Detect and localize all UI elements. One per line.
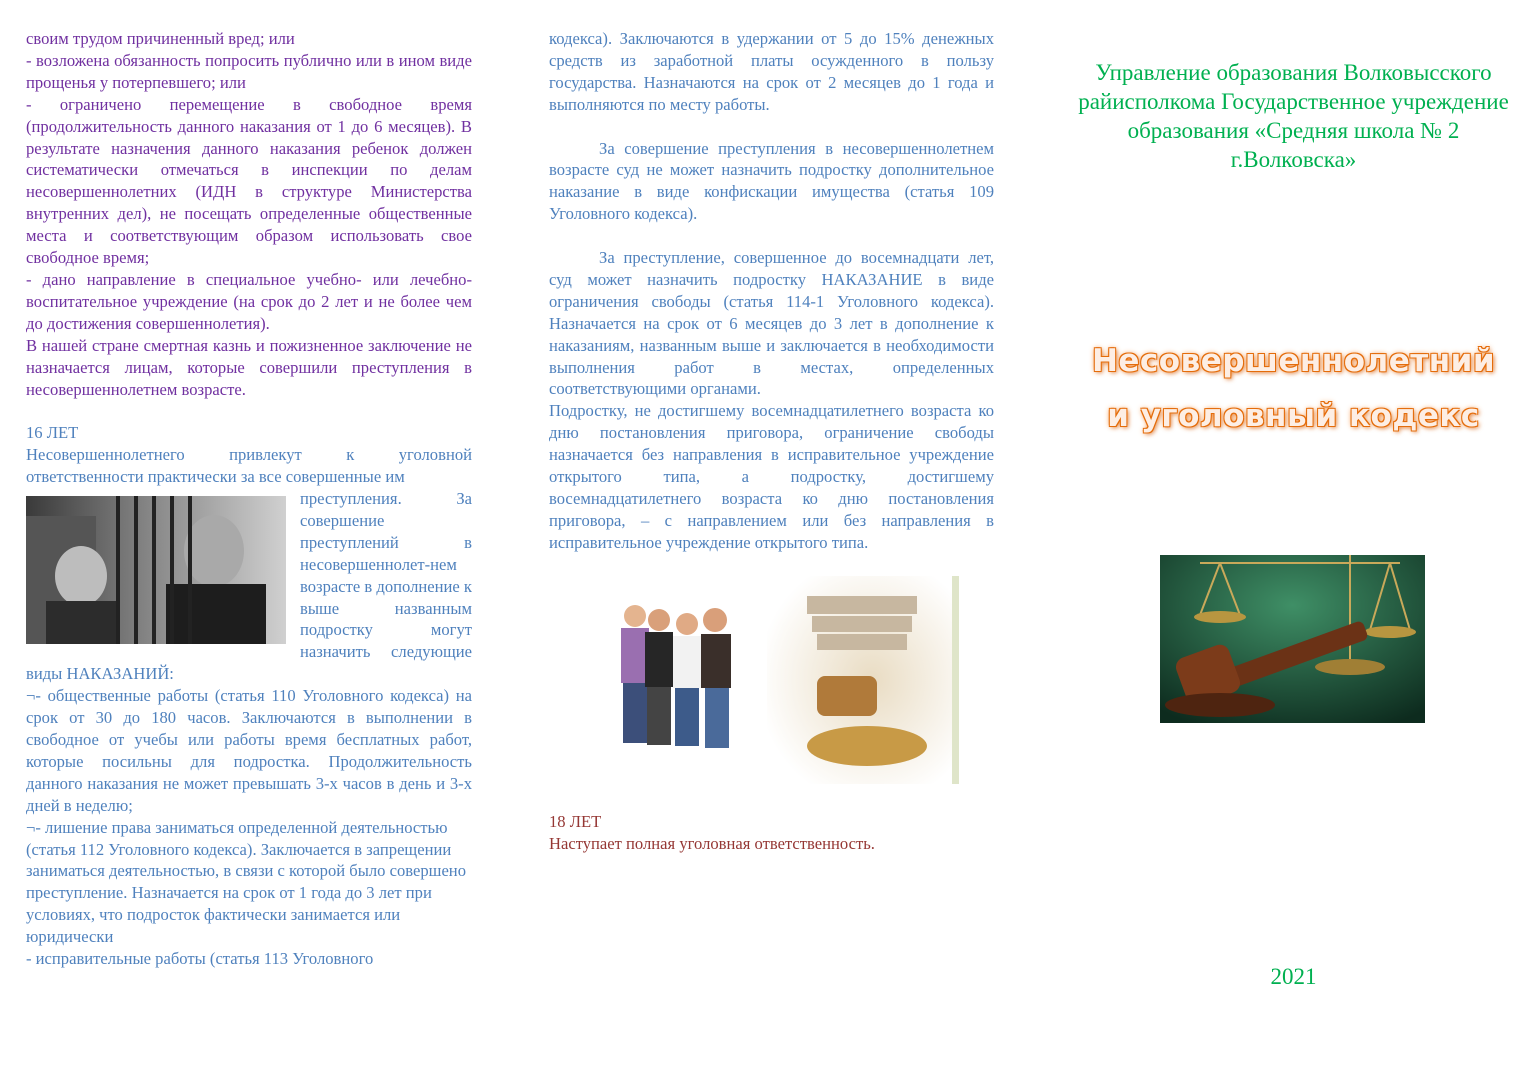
paragraph: преступления. За совершение преступлений в несовершеннолет-нем возрасте в дополнение к выше названным подростку могут назначить следующие виды НАКАЗАНИЙ: (26, 489, 472, 684)
gavel-and-scales-photo (1160, 555, 1425, 723)
paragraph: За совершение преступления в несовершеннолетнем возрасте суд не может назначить подростку дополнительное наказание в виде конфискации имущества (статья 109 Уголовного кодекса). (549, 138, 994, 224)
paragraph: кодекса). Заключаются в удержании от 5 до 15% денежных средств из заработной платы осужденного в пользу государства. Назначаются на срок от 2 месяцев до 1 года и выполняются по месту работы. (549, 29, 994, 114)
paragraph: - исправительные работы (статья 113 Уголовного (26, 949, 374, 969)
title-line-2: и уголовный кодекс (1107, 398, 1480, 434)
paragraph: ¬- лишение права заниматься определенной деятельностью (статья 112 Уголовного кодекса). Заключается в запрещении заниматься деятельностью, в связи с которой было совершено преступление. Назначается на срок от 1 года до 3 лет при условиях, что подросток фактически занимается или юридически (26, 817, 466, 947)
paragraph: - возложена обязанность попросить публично или в ином виде прощенья у потерпевшего; или (26, 50, 472, 92)
paragraph: своим трудом причиненный вред; или (26, 29, 295, 48)
age-16-heading: 16 ЛЕТ (26, 423, 79, 443)
column-middle (549, 28, 994, 855)
year: 2021 (1270, 964, 1317, 989)
organization-heading: Управление образования Волковысского райисполкома Государственное учреждение образования «Средняя школа № 2 г.Волковска» (1078, 60, 1509, 172)
paragraph: Несовершеннолетнего привлекут к уголовной ответственности практически за все совершенные им (26, 445, 472, 487)
paragraph: В нашей стране смертная казнь и пожизненное заключение не назначается лицам, которые совершили преступления в несовершеннолетнем возрасте. (26, 335, 472, 399)
paragraph: Подростку, не достигшему восемнадцатилетнего возраста ко дню постановления приговора, ограничение свободы назначается без направления в исправительное учреждение открытого типа, а подростку, достигшему восемнадцатилетнего возраста ко дню постановления приговора, – с направлением или без направления в исправительное учреждение открытого типа. (549, 401, 994, 552)
paragraph: ¬- общественные работы (статья 110 Уголовного кодекса) на срок от 30 до 180 часов. Заключаются в выполнении в свободное от учебы или работы время бесплатных работ, которые посильны для подростка. Продолжительность данного наказания не может превышать 3-х часов в день и 3-х дней в неделю; (26, 686, 472, 815)
paragraph: Наступает полная уголовная ответственность. (549, 833, 875, 853)
title-line-1: Несовершеннолетний (1091, 343, 1496, 379)
age-18-heading: 18 ЛЕТ (549, 811, 602, 831)
column-left (26, 28, 472, 970)
teenagers-and-scales-collage (587, 576, 999, 784)
brochure-title (1066, 334, 1521, 444)
column-right (1066, 28, 1521, 1068)
paragraph: - дано направление в специальное учебно- или лечебно-воспитательное учреждение (на срок до 2 лет и не более чем до достижения совершеннолетия). (26, 269, 472, 333)
paragraph: За преступление, совершенное до восемнадцати лет, суд может назначить подростку НАКАЗАНИЕ в виде ограничения свободы (статья 114-1 Уголовного кодекса). Назначается на срок от 6 месяцев до 3 лет в дополнение к наказаниям, названным выше и заключается в необходимости выполнения работ в местах, определенных соответствующими органами. (549, 248, 994, 399)
prisoner-photo (26, 496, 286, 644)
paragraph: - ограничено перемещение в свободное время (продолжительность данного наказания от 1 до 6 месяцев). В результате назначения данного наказания ребенок должен систематически отмечаться в инспекции по делам несовершеннолетних (ИДН в структуре Министерства внутренних дел), не посещать определенные общественные места и соответствующим образом использовать свое свободное время; (26, 94, 472, 268)
